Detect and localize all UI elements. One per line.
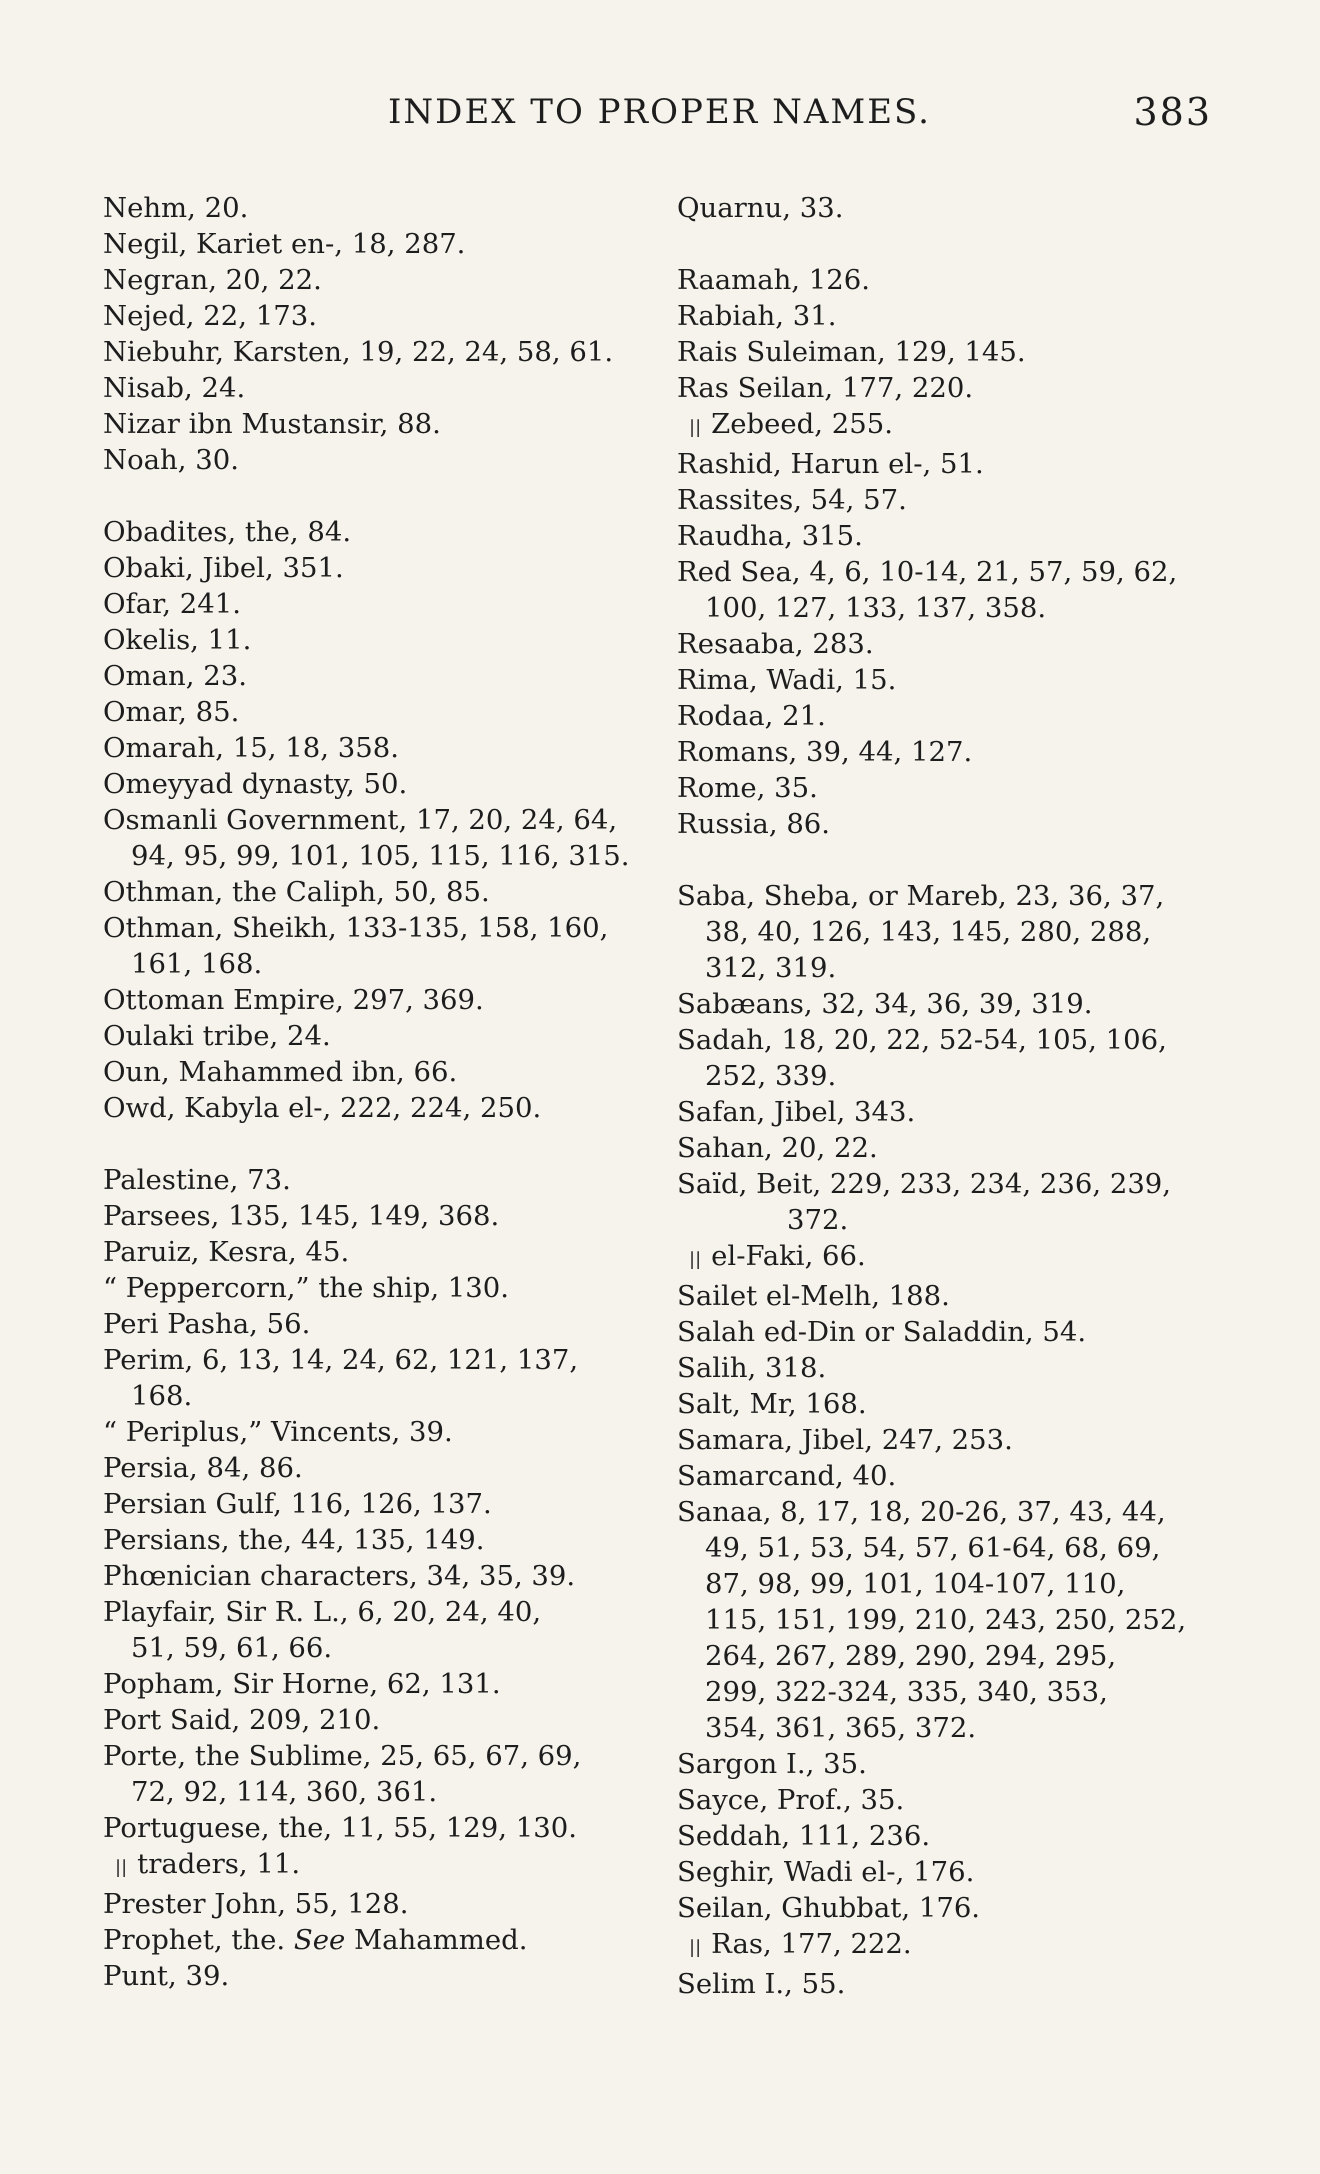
index-entry: Oun, Mahammed ibn, 66. [103,1056,458,1088]
index-entry-continuation: 168. [131,1380,193,1412]
index-entry-ditto [677,1238,1217,1278]
index-entry: Rodaa, 21. [677,700,826,732]
index-entry: Seddah, 111, 236. [677,1820,931,1852]
index-entry-ditto [103,1846,663,1886]
index-entry: Ofar, 241. [103,588,241,620]
index-entry: Rais Suleiman, 129, 145. [677,336,1026,368]
index-entry: Rome, 35. [677,772,818,804]
index-entry-continuation: 100, 127, 133, 137, 358. [705,592,1047,624]
index-entry-continuation: 264, 267, 289, 290, 294, 295, [705,1640,1117,1672]
index-entry: Oulaki tribe, 24. [103,1020,331,1052]
index-entry: Ras Seilan, 177, 220. [677,372,974,404]
index-entry: Obaki, Jibel, 351. [103,552,344,584]
running-header [0,92,1320,142]
index-entry: Saïd, Beit, 229, 233, 234, 236, 239, [677,1168,1172,1200]
index-entry: Salt, Mr, 168. [677,1388,867,1420]
index-entry: Russia, 86. [677,808,831,840]
index-entry: Owd, Kabyla el-, 222, 224, 250. [103,1092,542,1124]
index-entry: Persians, the, 44, 135, 149. [103,1524,485,1556]
index-entry: Okelis, 11. [103,624,252,656]
index-entry-ditto [677,1926,1217,1966]
index-entry: Obadites, the, 84. [103,516,352,548]
entry-text: Zebeed, 255. [711,408,893,440]
index-entry: Samarcand, 40. [677,1460,897,1492]
index-entry: Persian Gulf, 116, 126, 137. [103,1488,492,1520]
index-entry: Parsees, 135, 145, 149, 368. [103,1200,500,1232]
index-entry-continuation: 354, 361, 365, 372. [705,1712,977,1744]
index-column-right [677,190,1217,2002]
index-entry: Playfair, Sir R. L., 6, 20, 24, 40, [103,1596,542,1628]
page-title: INDEX TO PROPER NAMES. [388,92,931,132]
entry-text: traders, 11. [137,1848,301,1880]
index-entry: Perim, 6, 13, 14, 24, 62, 121, 137, [103,1344,579,1376]
ditto-mark: || [689,1249,702,1270]
index-entry: Port Said, 209, 210. [103,1704,381,1736]
index-entry: Omarah, 15, 18, 358. [103,732,399,764]
index-entry: Paruiz, Kesra, 45. [103,1236,350,1268]
index-column-left [103,190,663,1994]
index-entry: Sahan, 20, 22. [677,1132,878,1164]
index-entry-continuation: 161, 168. [131,948,263,980]
index-entry: Safan, Jibel, 343. [677,1096,916,1128]
index-entry: Sargon I., 35. [677,1748,867,1780]
index-entry: Porte, the Sublime, 25, 65, 67, 69, [103,1740,582,1772]
index-entry: Quarnu, 33. [677,192,844,224]
index-entry-continuation: 51, 59, 61, 66. [131,1632,333,1664]
index-entry: Noah, 30. [103,444,239,476]
index-entry-ditto [677,406,1217,446]
index-entry: Nisab, 24. [103,372,246,404]
see-reference: See [293,1924,346,1956]
index-entry: Negil, Kariet en-, 18, 287. [103,228,466,260]
index-entry: Samara, Jibel, 247, 253. [677,1424,1013,1456]
index-entry: Prester John, 55, 128. [103,1888,409,1920]
index-entry: Raamah, 126. [677,264,871,296]
index-entry: Raudha, 315. [677,520,863,552]
index-entry: Sailet el-Melh, 188. [677,1280,950,1312]
index-entry: Rabiah, 31. [677,300,837,332]
entry-text: Prophet, the. [103,1924,286,1956]
index-entry: Punt, 39. [103,1960,230,1992]
entry-text: Ras, 177, 222. [711,1928,912,1960]
index-entry: Salah ed-Din or Saladdin, 54. [677,1316,1087,1348]
section-gap [103,478,663,514]
cross-reference-target: Mahammed. [354,1924,528,1956]
index-entry: Othman, the Caliph, 50, 85. [103,876,490,908]
ditto-mark: || [115,1857,128,1878]
index-entry: Seilan, Ghubbat, 176. [677,1892,981,1924]
index-entry: Ottoman Empire, 297, 369. [103,984,484,1016]
index-entry-continuation: 372. [787,1204,849,1236]
index-entry-continuation: 49, 51, 53, 54, 57, 61-64, 68, 69, [705,1532,1161,1564]
index-entry: Niebuhr, Karsten, 19, 22, 24, 58, 61. [103,336,614,368]
index-entry: Peri Pasha, 56. [103,1308,311,1340]
index-entry: Romans, 39, 44, 127. [677,736,973,768]
index-entry: Negran, 20, 22. [103,264,322,296]
index-entry: Sanaa, 8, 17, 18, 20-26, 37, 43, 44, [677,1496,1166,1528]
index-entry: Omar, 85. [103,696,240,728]
ditto-mark: || [689,417,702,438]
index-entry: Persia, 84, 86. [103,1452,303,1484]
index-entry: “ Periplus,” Vincents, 39. [103,1416,453,1448]
index-entry: Sayce, Prof., 35. [677,1784,905,1816]
index-entry [103,1922,663,1958]
index-entry: Palestine, 73. [103,1164,291,1196]
index-entry-continuation: 312, 319. [705,952,837,984]
index-entry: Omeyyad dynasty, 50. [103,768,408,800]
index-entry: Othman, Sheikh, 133-135, 158, 160, [103,912,609,944]
index-entry: Selim I., 55. [677,1968,846,2000]
entry-text: el-Faki, 66. [711,1240,866,1272]
index-entry-continuation: 94, 95, 99, 101, 105, 115, 116, 315. [131,840,630,872]
section-gap [103,1126,663,1162]
index-entry: Resaaba, 283. [677,628,874,660]
section-gap [677,842,1217,878]
index-entry-continuation: 252, 339. [705,1060,837,1092]
index-entry: Salih, 318. [677,1352,827,1384]
index-entry-continuation: 38, 40, 126, 143, 145, 280, 288, [705,916,1152,948]
index-entry: Portuguese, the, 11, 55, 129, 130. [103,1812,577,1844]
index-entry: Saba, Sheba, or Mareb, 23, 36, 37, [677,880,1165,912]
index-entry: Rima, Wadi, 15. [677,664,897,696]
index-entry: Popham, Sir Horne, 62, 131. [103,1668,501,1700]
ditto-mark: || [689,1937,702,1958]
index-entry-continuation: 299, 322-324, 335, 340, 353, [705,1676,1108,1708]
index-entry: Phœnician characters, 34, 35, 39. [103,1560,576,1592]
index-entry: Rashid, Harun el-, 51. [677,448,984,480]
index-entry: Nizar ibn Mustansir, 88. [103,408,441,440]
index-entry: Nehm, 20. [103,192,249,224]
index-entry-continuation: 115, 151, 199, 210, 243, 250, 252, [705,1604,1187,1636]
index-entry: Nejed, 22, 173. [103,300,317,332]
index-entry: Red Sea, 4, 6, 10-14, 21, 57, 59, 62, [677,556,1178,588]
section-gap [677,226,1217,262]
index-entry-continuation: 87, 98, 99, 101, 104-107, 110, [705,1568,1126,1600]
index-entry: Rassites, 54, 57. [677,484,907,516]
page-number: 383 [1133,90,1212,134]
index-entry: Sadah, 18, 20, 22, 52-54, 105, 106, [677,1024,1167,1056]
index-entry-continuation: 72, 92, 114, 360, 361. [131,1776,438,1808]
index-entry: Oman, 23. [103,660,247,692]
index-entry: Sabæans, 32, 34, 36, 39, 319. [677,988,1093,1020]
index-entry: Osmanli Government, 17, 20, 24, 64, [103,804,618,836]
index-entry: Seghir, Wadi el-, 176. [677,1856,975,1888]
index-entry: “ Peppercorn,” the ship, 130. [103,1272,510,1304]
